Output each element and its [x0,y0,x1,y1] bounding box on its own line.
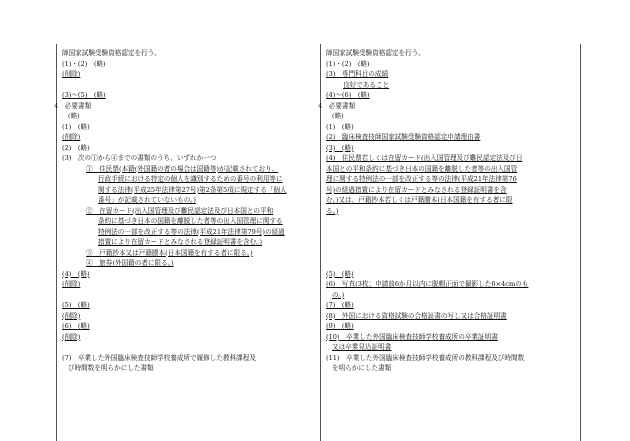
right-line-10: (4) 住民票若しくは在留カード(出入国管理及び難民認定法及び日 [326,154,523,162]
left-line-8: (削除) [62,133,81,141]
right-line-18 [326,237,576,248]
right-line-17 [326,227,576,238]
left-line-3 [62,80,314,91]
left-line-29: (7) 卒業した外国臨床検査技師学校養成所で履修した教科課程及 [62,353,256,362]
left-line-23 [62,290,314,301]
left-line-6: (略) [68,112,80,120]
right-line-24: (7) (略) [326,301,354,309]
right-line-23: の。) [332,290,345,299]
left-line-25: (削除) [62,311,81,320]
right-line-12: 理に関する特例法の一部を改正する等の法律(平成21年法律第76 [326,175,517,183]
left-line-2: (削除) [62,70,81,78]
left-line-4 [62,90,314,101]
right-line-21: (5) (略) [326,269,354,278]
left-line-17: 特例法の一部を改正する等の法律(平成21年法律第79号)の経過 [98,227,285,236]
left-line-16: 条約に基づき日本の国籍を離脱した者等の出入国管理に関する [98,217,283,225]
right-line-27: (10) 卒業した外国臨床検査技師学校養成所の卒業証明書 [326,332,498,341]
left-line-30: び時間数を明らかにした書類 [68,364,154,372]
right-line-26: (9) (略) [326,322,354,330]
right-line-5: 4 必要書類 [318,101,356,110]
right-line-2: (3) 専門科目の成績 [326,70,389,78]
right-line-16 [326,216,576,227]
left-line-18: 措置により在留カードとみなされる登録証明書を含む。) [98,238,263,246]
right-line-11: 本国との平和条約に基づき日本の国籍を離脱した者等の出入国管 [326,164,518,173]
right-line-22: (6) 写真(3枚；申請前6か月以内に脱帽正面で撮影した6×4cmのも [326,280,529,288]
right-border-rule [580,44,581,441]
left-line-15: ② 在留カード(出入国管理及び難民認定法及び日本国との平和 [86,206,274,215]
right-line-20 [326,258,576,269]
right-line-4: (4)～(6) (略) [326,91,370,99]
left-line-28 [62,342,314,353]
right-line-29: (11) 卒業した外国臨床検査技師学校養成所の教科課程及び時間数 [326,353,525,362]
right-line-0: 師国家試験受験資格認定を行う。 [326,49,425,57]
right-line-30: を明らかにした書類 [332,364,392,372]
right-line-1: (1)・(2) (略) [326,59,370,68]
right-line-19 [326,248,576,259]
right-line-14: む。)又は、戸籍抄本若しくは戸籍謄本(日本国籍を有する者に限 [326,196,513,204]
right-line-15: る。) [326,206,339,215]
left-line-22: (削除) [62,280,81,288]
right-line-7: (1) (略) [326,122,354,131]
left-line-19: ③ 戸籍抄本又は戸籍謄本(日本国籍を有する者に限る。) [86,248,253,257]
left-line-24: (5) (略) [62,301,90,309]
left-line-0: 師国家試験受験資格認定を行う。 [62,49,161,57]
left-line-4-text: (3)～(5) (略) [62,91,106,99]
left-line-13: 関する法律(平成25年法律第27号)第2条第5項に規定する「個人 [98,185,287,194]
right-line-28: 又は卒業見込証明書 [332,343,392,351]
right-line-8: (2) 臨床検査技師国家試験受験資格認定申請理由書 [326,133,481,141]
left-line-11: ① 住民票(本籍(外国籍の者の場合は国籍等)が記載されており、 [86,164,279,173]
right-column-current [318,48,576,374]
left-line-14: 番号」が記載されていないもの。) [98,196,196,204]
left-line-20: ④ 旅券(外国籍の者に限る。) [86,259,174,267]
left-line-10: (3) 次の①から④までの書類のうち、いずれか一つ [62,154,217,162]
left-line-21: (4) (略) [62,269,90,278]
left-line-1: (1)・(2) (略) [62,59,106,68]
right-line-9: (3) (略) [326,143,354,152]
left-line-9: (2) (略) [62,143,90,152]
left-column-revised [54,48,314,374]
left-line-27: (削除) [62,332,81,341]
left-line-5: 4 必要書類 [54,101,92,110]
right-line-13: 号)の経過措置により在留カードとみなされる登録証明書を含 [326,185,507,194]
left-line-12: 行政手続における特定の個人を識別するための番号の利用等に [98,175,283,183]
left-line-26: (6) (略) [62,322,90,330]
left-line-7: (1) (略) [62,122,90,131]
right-line-6: (略) [332,112,344,120]
right-line-3: 良好であること [343,80,390,89]
right-line-25: (8) 外国における資格試験の合格証書の写し又は合格証明書 [326,311,507,320]
